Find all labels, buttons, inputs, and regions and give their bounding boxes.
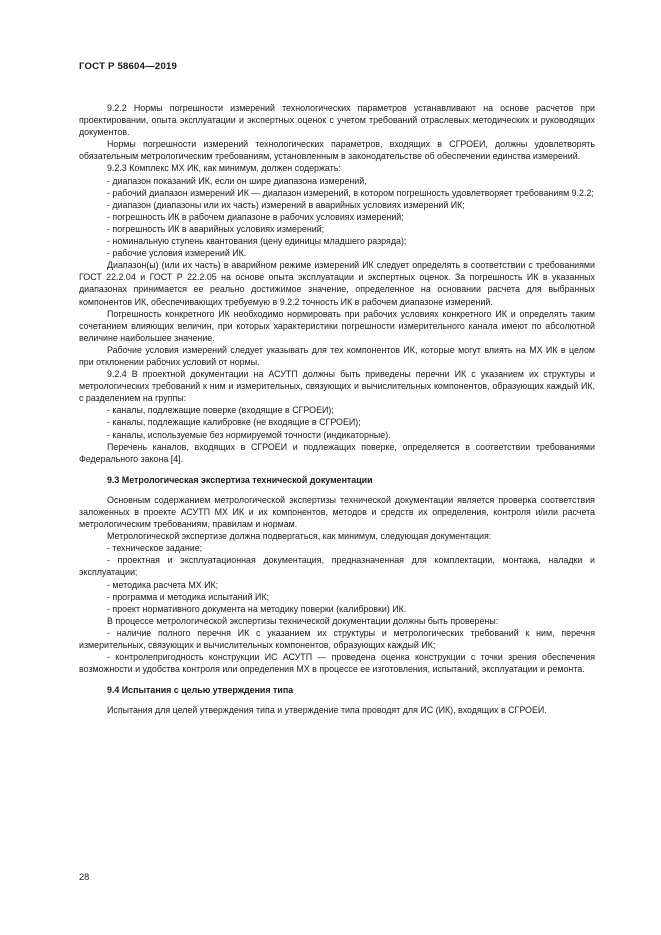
section-92-text [79,102,595,465]
list-item: - каналы, подлежащие калибровке (не входящие в СГРОЕИ); [107,417,361,428]
list-item: - наличие полного перечня ИК с указанием их структуры и метрологических требований к ним, перечня измерительных, связующих и вычислительных компонентов, образующих каждый ИК; [79,627,595,651]
paragraph: Рабочие условия измерений следует указывать для тех компонентов ИК, которые могут влиять на МХ ИК в целом при отклонении рабочих условий от нормы. [79,344,595,367]
section-94-heading: 9.4 Испытания с целью утверждения типа [107,685,294,696]
list-item: - рабочий диапазон измерений ИК — диапазон измерений, в котором погрешность удовлетворяет требованиям 9.2.2; [107,187,594,198]
list-item: - диапазон показаний ИК, если он шире диапазона измерений, [107,175,367,186]
section-93-heading: 9.3 Метрологическая экспертиза технической документации [107,474,373,485]
list-item: - номинальную ступень квантования (цену единицы младшего разряда); [107,236,407,247]
paragraph: 9.2.2 Нормы погрешности измерений технологических параметров устанавливают на основе расчетов при проектировании, опыта эксплуатации и экспертных оценок с учетом требований отраслевых методических и руководящих документов. [79,103,595,138]
list-item: - погрешность ИК в рабочем диапазоне в рабочих условиях измерений; [107,211,404,222]
document-code-header: ГОСТ Р 58604—2019 [79,61,178,72]
paragraph: Метрологической экспертизе должна подвергаться, как минимум, следующая документация: [107,531,492,542]
paragraph: Нормы погрешности измерений технологических параметров, входящих в СГРОЕИ, должны удовлетворять обязательным метрологическим требованиям, установленным в законодательстве об обеспечении единства измерений. [79,139,595,162]
list-item: - каналы, используемые без нормируемой точности (индикаторные). [107,429,391,440]
document-body [79,102,595,717]
section-93-text [79,494,595,675]
list-item: - контролепригодность конструкции ИС АСУТП — проведена оценка конструкции с точки зрения обеспечения возможности и удобства контроля или определения МХ в процессе ее изготовления, испытаний, эксплуатации и ремонта. [79,652,595,675]
section-94-text [79,704,595,716]
list-item: - проектная и эксплуатационная документация, предназначенная для комплектации, монтажа, наладки и эксплуатации; [79,555,595,578]
paragraph: В процессе метрологической экспертизы технической документации должны быть проверены: [107,615,499,626]
list-item: - каналы, подлежащие поверке (входящие в СГРОЕИ); [107,405,334,416]
list-item: - рабочие условия измерений ИК. [107,248,247,259]
paragraph: Основным содержанием метрологической экспертизы технической документации является проверка соответствия заложенных в проекте АСУТП МХ ИК и их компонентов, методов и средств их определения, контроля и/или расчета метрологическим требованиям, правилам и нормам. [79,494,595,530]
list-item: - техническое задание; [107,543,203,554]
paragraph: Испытания для целей утверждения типа и утверждение типа проводят для ИС (ИК), входящих в СГРОЕИ. [107,705,547,716]
paragraph: 9.2.4 В проектной документации на АСУТП должны быть приведены перечни ИК с указанием их структуры и метрологических требований к ним и измерительных, связующих и вычислительных компонентов, образующих каждый ИК, с разделением на группы: [79,369,595,404]
paragraph: Диапазон(ы) (или их часть) в аварийном режиме измерений ИК следует определять в соответствии с требованиями ГОСТ 22.2.04 и ГОСТ Р 22.2.05 на основе опыта эксплуатации и экспертных оценок. За погрешность ИК в указанных диапазонах принимается ее реально достижимое значение, определенное на основании расчета для выбранных компонентов ИК, обеспечивающих требуемую в 9.2.2 точность ИК в рабочем диапазоне измерений. [79,260,595,307]
list-item: - диапазон (диапазоны или их часть) измерений в аварийных условиях измерений ИК; [107,199,465,210]
list-item: - проект нормативного документа на методику поверки (калибровки) ИК. [107,603,407,614]
page-number: 28 [79,872,90,882]
paragraph: Перечень каналов, входящих в СГРОЕИ и подлежащих поверке, определяется в соответствии требованиями Федерального закона [4]. [79,441,595,464]
list-item: - программа и методика испытаний ИК; [107,591,270,602]
list-item: - методика расчета МХ ИК; [107,579,219,590]
paragraph: 9.2.3 Комплекс МХ ИК, как минимум, должен содержать: [107,163,341,174]
paragraph: Погрешность конкретного ИК необходимо нормировать при рабочих условиях конкретного ИК и определять таким сочетанием влияющих величин, при которых характеристики погрешности измерительного канала имеют по абсолютной величине наибольшее значение. [79,308,595,343]
list-item: - погрешность ИК в аварийных условиях измерений; [107,223,325,234]
